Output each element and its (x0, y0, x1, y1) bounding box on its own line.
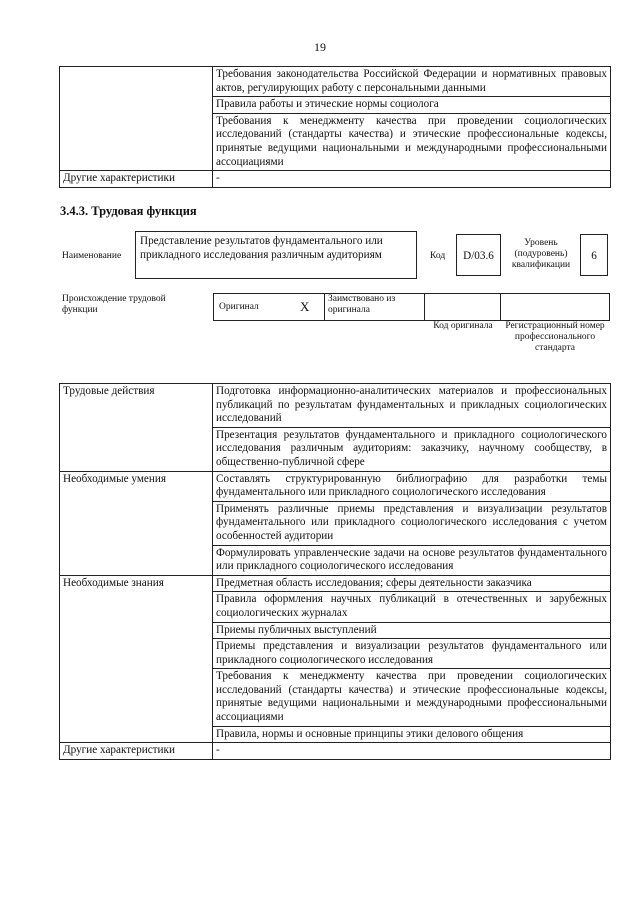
table-cell: Применять различные приемы представления и визуализации результатов фундаментального или прикладного социологического исследования с учетом особенностей аудитории (213, 501, 611, 545)
table-cell: Предметная область исследования; сферы деятельности заказчика (213, 575, 611, 592)
table-cell: Составлять структурированную библиографию для разработки темы фундаментального или прикладного социологического исследования (213, 471, 611, 501)
code-value: D/03.6 (463, 250, 494, 262)
main-table (59, 383, 611, 760)
table-cell: Правила оформления научных публикаций в отечественных и зарубежных социологических журналах (213, 592, 611, 622)
table-cell: Подготовка информационно-аналитических материалов и профессиональных публикаций по результатам фундаментальных и прикладных социологических исследований (213, 384, 611, 428)
name-label: Наименование (62, 251, 122, 261)
table-row (60, 575, 611, 592)
table-row (60, 171, 611, 188)
table-cell: Формулировать управленческие задачи на основе результатов фундаментального или прикладного социологического исследования (213, 545, 611, 575)
table-row (60, 471, 611, 501)
code-label: Код (430, 251, 446, 261)
reg-number-caption: Регистрационный номер профессионального стандарта (505, 321, 605, 353)
name-value: Представление результатов фундаментального или прикладного исследования различным аудиториям (140, 235, 383, 261)
table-cell: Приемы публичных выступлений (213, 622, 611, 639)
original-mark: X (300, 299, 310, 314)
group-label: Необходимые умения (60, 471, 213, 575)
group-label: Необходимые знания (60, 575, 213, 743)
other-value: - (213, 171, 611, 188)
section-title: 3.4.3. Трудовая функция (60, 204, 197, 218)
top-table (59, 66, 611, 188)
empty-label-cell (60, 67, 213, 171)
table-row (60, 384, 611, 428)
borrowed-label: Заимствовано из оригинала (328, 294, 396, 315)
other-label: Другие характеристики (60, 171, 213, 188)
table-cell: Презентация результатов фундаментального и прикладного социологического исследования различным аудиториям: заказчику, научному сообществу, в общественно-публичной сфере (213, 427, 611, 471)
table-cell: Приемы представления и визуализации результатов фундаментального или прикладного социологического исследования (213, 639, 611, 669)
other-value: - (213, 743, 611, 760)
origin-divider-1 (324, 293, 325, 321)
table-cell: Правила работы и этические нормы социолога (213, 97, 611, 114)
group-label: Трудовые действия (60, 384, 213, 472)
table-cell: Правила, нормы и основные принципы этики делового общения (213, 726, 611, 743)
origin-divider-3 (500, 293, 501, 321)
table-cell: Требования законодательства Российской Федерации и нормативных правовых актов, регулирующих работу с персональными данными (213, 67, 611, 97)
origin-label: Происхождение трудовой функции (62, 294, 166, 315)
level-label: Уровень (подуровень) квалификации (511, 238, 571, 270)
level-value: 6 (591, 250, 597, 262)
original-label: Оригинал (219, 302, 259, 312)
other-label: Другие характеристики (60, 743, 213, 760)
table-row (60, 743, 611, 760)
table-row (60, 67, 611, 97)
table-cell: Требования к менеджменту качества при проведении социологических исследований (стандарты качества) и этические профессиональные кодексы, принятые ведущими национальными и международными профессиональными ассоциациями (213, 113, 611, 170)
origin-divider-2 (424, 293, 425, 321)
code-original-caption: Код оригинала (433, 321, 493, 331)
table-cell: Требования к менеджменту качества при проведении социологических исследований (стандарты качества) и этические профессиональные кодексы, принятые ведущими национальными и международными профессиональными ассоциациями (213, 669, 611, 726)
page-number: 19 (314, 40, 326, 54)
